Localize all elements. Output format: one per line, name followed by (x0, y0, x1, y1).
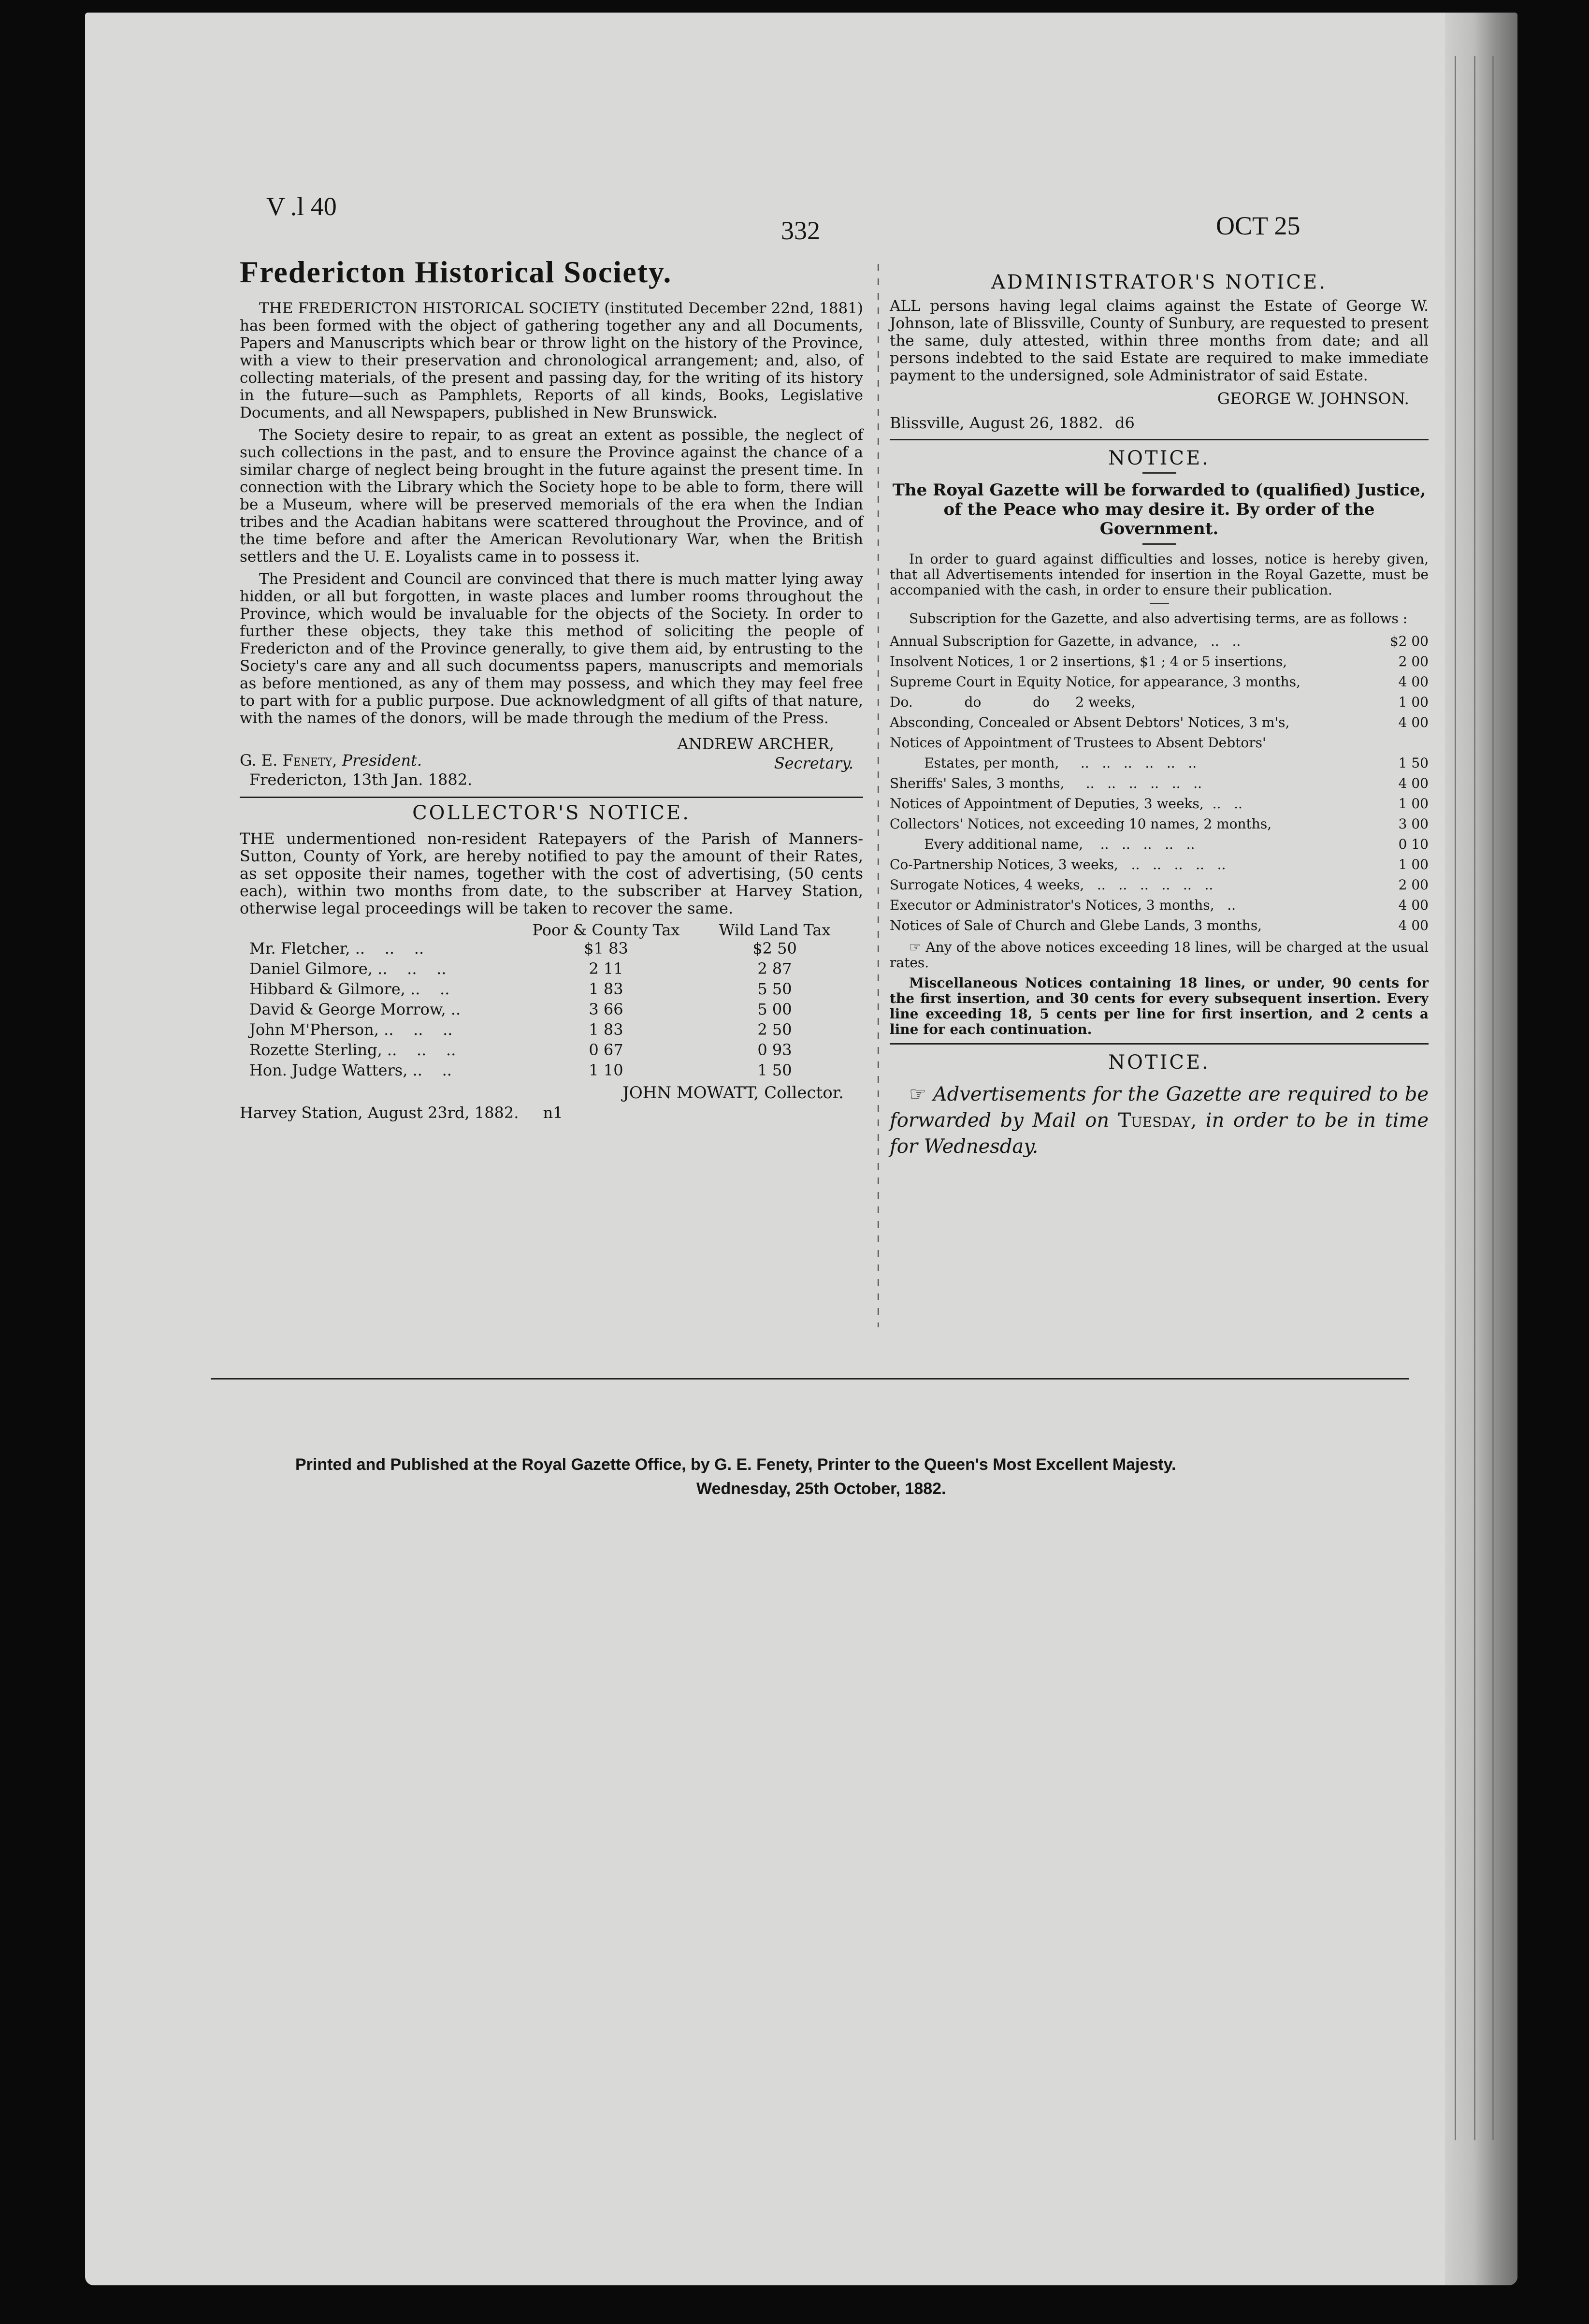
rates-intro: Subscription for the Gazette, and also advertising terms, are as follows : (909, 610, 1408, 626)
poor-county-tax: $1 83 (584, 939, 628, 958)
secretary-title: Secretary. (774, 754, 853, 772)
volume-label: V .l 40 (266, 192, 337, 221)
rate-amount: 1 00 (1398, 857, 1429, 872)
ratepayer-name: John M'Pherson, (249, 1020, 379, 1039)
wild-land-tax: 2 87 (757, 959, 792, 978)
administrator-body: ALL persons having legal claims against the Estate of George W. Johnson, late of Blissville, County of Sunbury, are requested to present the same, duly attested, within three months from date; and all persons indebted to the said Estate are required to make immediate payment to the undersigned, sole Administrator of said Estate. (890, 297, 1429, 384)
column-separator (878, 264, 879, 1327)
poor-county-tax: 3 66 (589, 1000, 623, 1018)
wild-land-tax: 5 50 (757, 980, 792, 998)
ratepayer-cell (240, 979, 526, 999)
collector-heading: COLLECTOR'S NOTICE. (412, 802, 691, 824)
tax-row (240, 959, 863, 979)
rate-row (890, 652, 1429, 672)
rate-row (890, 733, 1429, 753)
historical-society-article (240, 300, 863, 727)
rate-label: Co-Partnership Notices, 3 weeks, .. .. .. .. .. (890, 857, 1226, 872)
rate-amount: 4 00 (1398, 674, 1429, 690)
rate-label: Insolvent Notices, 1 or 2 insertions, $1 ; 4 or 5 insertions, (890, 654, 1287, 669)
scanned-page (85, 13, 1517, 2285)
ratepayer-name: Daniel Gilmore, (249, 959, 373, 978)
tax-row (240, 999, 863, 1019)
historical-paragraph-3: The President and Council are convinced that there is much matter lying away hidden, or all but forgotten, in waste places and lumber rooms throughout the Province, which would be invaluable for the objects of the Society. In order to further these objects, they take this method of soliciting the people of Fredericton and of the Province generally, to give them aid, by entrusting to the Society's care any and all such documentss papers, manuscripts and memorials as before mentioned, as any of them may possess, and which they may feel free to part with for a public purpose. Due acknowledgment of all gifts of that nature, with the names of the donors, will be made through the medium of the Press. (240, 570, 863, 727)
poor-county-tax: 2 11 (589, 959, 623, 978)
leader-dots: .. .. .. (387, 1041, 456, 1059)
wild-land-header: Wild Land Tax (719, 921, 831, 939)
leader-dots: .. .. .. (377, 959, 447, 978)
page-edge-line (1455, 56, 1456, 2140)
notice2-body-post: in order to be in time for Wednesday. (890, 1109, 1429, 1158)
rate-row (890, 753, 1429, 773)
rate-amount: 4 00 (1398, 917, 1429, 933)
left-column (240, 254, 863, 1122)
notice2-body-pre: Advertisements for the Gazette are required to be forwarded by Mail on (890, 1083, 1429, 1132)
ratepayer-name: Hon. Judge Watters, (249, 1061, 408, 1079)
rate-row (890, 692, 1429, 712)
page-edge-line (1474, 56, 1475, 2140)
administrator-signature: GEORGE W. JOHNSON. (1217, 389, 1409, 408)
rate-label: Annual Subscription for Gazette, in advance, .. .. (890, 633, 1241, 649)
poor-county-tax: 1 83 (589, 1020, 623, 1039)
rate-amount: $2 00 (1389, 633, 1429, 649)
rate-row (890, 915, 1429, 936)
collector-dateline: Harvey Station, August 23rd, 1882. (240, 1104, 519, 1122)
rate-row (890, 631, 1429, 652)
rate-label: Notices of Appointment of Trustees to Absent Debtors' (890, 735, 1266, 751)
pointing-hand-icon: ☞ (909, 939, 922, 955)
rate-row (890, 875, 1429, 895)
rate-amount: 1 00 (1398, 796, 1429, 812)
page-edge (1445, 13, 1517, 2285)
section-divider (240, 797, 863, 798)
rate-label: Every additional name, .. .. .. .. .. (890, 836, 1195, 852)
rate-label: Notices of Sale of Church and Glebe Lands, 3 months, (890, 917, 1262, 933)
rate-amount: 4 00 (1398, 775, 1429, 791)
wild-land-tax: $2 50 (752, 939, 797, 958)
advertising-rates-table (890, 631, 1429, 936)
ratepayer-cell (240, 938, 526, 959)
historical-paragraph-1: THE FREDERICTON HISTORICAL SOCIETY (instituted December 22nd, 1881) has been formed with the object of gathering together any and all Documents, Papers and Manuscripts which bear or throw light on the history of the Province, with a view to their preservation and chronological arrangement; and, also, of collecting materials, of the present and passing day, for the writing of its history in the future—such as Pamphlets, Reports of all kinds, Books, Legislative Documents, and all Newspapers, published in New Brunswick. (240, 300, 863, 421)
wild-land-tax: 2 50 (757, 1020, 792, 1039)
issue-date: OCT 25 (1216, 211, 1300, 240)
rate-row (890, 794, 1429, 814)
rate-amount: 2 00 (1398, 877, 1429, 893)
rate-amount: 4 00 (1398, 897, 1429, 913)
rate-row (890, 712, 1429, 733)
ratepayer-cell (240, 959, 526, 979)
gazette-sheet (85, 13, 1438, 2285)
notice-cash-paragraph: In order to guard against difficulties and losses, notice is hereby given, that all Advertisements intended for insertion in the Royal Gazette, must be accompanied with the cash, in order to ensure their publication. (890, 551, 1429, 598)
ratepayer-cell (240, 999, 526, 1019)
collector-tax-table (240, 922, 863, 1080)
notice2-body (890, 1081, 1429, 1160)
rate-label: Notices of Appointment of Deputies, 3 weeks, .. .. (890, 796, 1242, 812)
notice-body: The Royal Gazette will be forwarded to (qualified) Justice, of the Peace who may desire it. By order of the Government. (892, 480, 1426, 538)
collector-table-header (240, 922, 863, 938)
poor-county-tax: 0 67 (589, 1041, 623, 1059)
rate-label: Estates, per month, .. .. .. .. .. .. (890, 755, 1197, 771)
right-column (890, 271, 1429, 1164)
president-title: President. (342, 751, 422, 770)
rate-label: Surrogate Notices, 4 weeks, .. .. .. .. .. .. (890, 877, 1213, 893)
ratepayer-cell (240, 1019, 526, 1040)
rate-label: Absconding, Concealed or Absent Debtors' Notices, 3 m's, (890, 714, 1290, 730)
page-bottom-rule (211, 1378, 1409, 1380)
rate-row (890, 895, 1429, 915)
rate-amount (1382, 733, 1429, 753)
wild-land-tax: 0 93 (757, 1041, 792, 1059)
poor-county-header: Poor & County Tax (532, 921, 680, 939)
ratepayer-name: Rozette Sterling, (249, 1041, 382, 1059)
leader-dots: .. (450, 1000, 461, 1018)
collector-code: n1 (543, 1104, 563, 1122)
misc-notices: Miscellaneous Notices containing 18 lines, or under, 90 cents for the first insertion, and 30 cents for every subsequent insertion. Every line exceeding 18, 5 cents per line for first insertion, and 2 cents a line for each continuation. (890, 975, 1429, 1037)
short-rule (1150, 603, 1169, 604)
rate-label: Collectors' Notices, not exceeding 10 names, 2 months, (890, 816, 1272, 832)
rate-row (890, 834, 1429, 855)
rate-label: Sheriffs' Sales, 3 months, .. .. .. .. .. .. (890, 775, 1202, 791)
imprint-line: Printed and Published at the Royal Gazette Office, by G. E. Fenety, Printer to the Queen's Most Excellent Majesty. (295, 1455, 1176, 1474)
leader-dots: .. .. (410, 980, 450, 998)
short-rule (1142, 543, 1176, 545)
administrator-dateline: Blissville, August 26, 1882. (890, 414, 1103, 432)
historical-dateline: Fredericton, 13th Jan. 1882. (249, 770, 473, 789)
ratepayer-name: Hibbard & Gilmore, (249, 980, 405, 998)
notice2-day: Tuesday, (1118, 1109, 1197, 1132)
rate-label: Supreme Court in Equity Notice, for appearance, 3 months, (890, 674, 1300, 690)
secretary-name: ANDREW ARCHER, (677, 735, 834, 753)
rates-note: Any of the above notices exceeding 18 lines, will be charged at the usual rates. (890, 939, 1429, 971)
wild-land-tax: 5 00 (757, 1000, 792, 1018)
rate-amount: 4 00 (1398, 714, 1429, 730)
collector-dateline-row (240, 1104, 863, 1122)
pointing-hand-icon: ☞ (909, 1083, 926, 1105)
rate-amount: 0 10 (1398, 836, 1429, 852)
rate-label: Executor or Administrator's Notices, 3 months, .. (890, 897, 1236, 913)
ratepayer-cell (240, 1040, 526, 1060)
notice-heading: NOTICE. (1108, 447, 1210, 469)
leader-dots: .. .. .. (355, 939, 424, 958)
wild-land-tax: 1 50 (757, 1061, 792, 1079)
administrator-heading: ADMINISTRATOR'S NOTICE. (991, 271, 1327, 293)
poor-county-tax: 1 83 (589, 980, 623, 998)
rate-amount: 1 00 (1398, 694, 1429, 710)
page-edge-line (1492, 56, 1494, 2140)
notice2-heading: NOTICE. (1108, 1051, 1210, 1074)
historical-signatures (240, 735, 863, 788)
collector-body: THE undermentioned non-resident Ratepayers of the Parish of Manners-Sutton, County of York, are hereby notified to pay the amount of their Rates, as set opposite their names, together with the cost of advertising, (50 cents each), within two months from date, to the subscriber at Harvey Station, otherwise legal proceedings will be taken to recover the same. (240, 829, 863, 917)
ratepayer-cell (240, 1060, 526, 1080)
section-divider (890, 1043, 1429, 1045)
section-divider (890, 439, 1429, 440)
ratepayer-name: David & George Morrow, (249, 1000, 446, 1018)
page-number: 332 (781, 216, 820, 245)
president-line (240, 751, 422, 770)
tax-row (240, 979, 863, 999)
leader-dots: .. .. .. (384, 1020, 453, 1039)
rate-amount: 3 00 (1398, 816, 1429, 832)
historical-society-title: Fredericton Historical Society. (240, 255, 672, 289)
leader-dots: .. .. (412, 1061, 452, 1079)
rate-amount: 1 50 (1398, 755, 1429, 771)
short-rule (1142, 472, 1176, 474)
tax-row (240, 1019, 863, 1040)
collector-signature: JOHN MOWATT, Collector. (622, 1083, 844, 1103)
rate-row (890, 814, 1429, 834)
tax-row (240, 1060, 863, 1080)
rate-amount: 2 00 (1398, 654, 1429, 669)
rate-row (890, 672, 1429, 692)
ratepayer-name: Mr. Fletcher, (249, 939, 350, 958)
rates-note-row (890, 940, 1429, 971)
administrator-dateline-row (890, 414, 1429, 432)
administrator-code: d6 (1115, 414, 1135, 432)
historical-paragraph-2: The Society desire to repair, to as great an extent as possible, the neglect of such collections in the past, and to ensure the Province against the chance of a similar charge of neglect being brought in the future against the present time. In connection with the Library which the Society hope to be able to form, there will be a Museum, where will be preserved memorials of the era when the Indian tribes and the Acadian habitans were scattered throughout the Province, and of the time before and after the American Revolutionary War, when the British settlers and the U. E. Loyalists came in to possess it. (240, 426, 863, 566)
president-name: G. E. Fenety, (240, 751, 337, 770)
rate-row (890, 773, 1429, 794)
poor-county-tax: 1 10 (589, 1061, 623, 1079)
tax-row (240, 1040, 863, 1060)
imprint-date: Wednesday, 25th October, 1882. (696, 1480, 946, 1498)
tax-row (240, 938, 863, 959)
rate-label: Do. do do 2 weeks, (890, 694, 1136, 710)
rate-row (890, 855, 1429, 875)
